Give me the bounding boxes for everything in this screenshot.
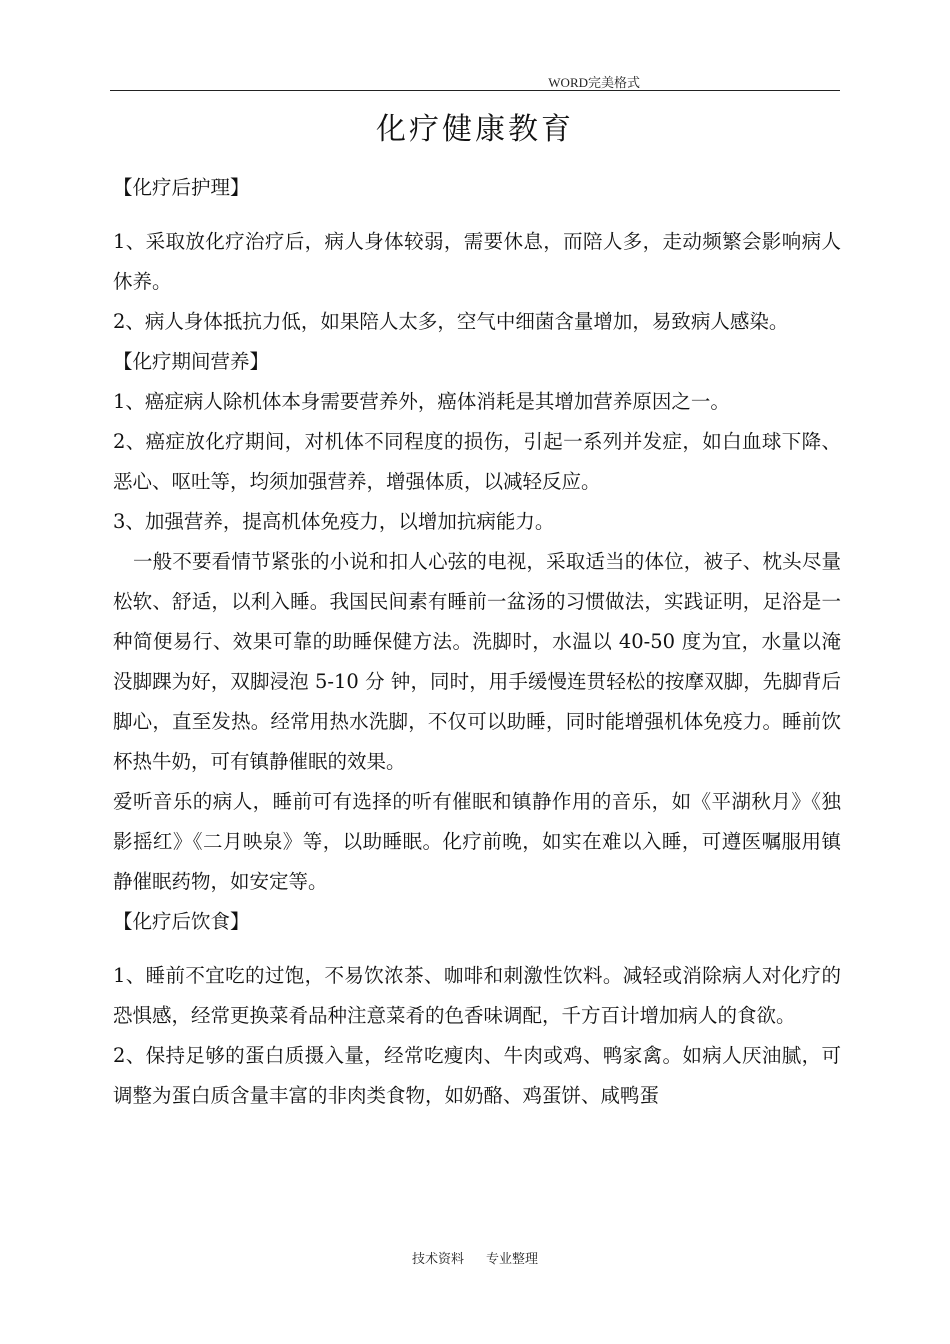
paragraph: 一般不要看情节紧张的小说和扣人心弦的电视，采取适当的体位，被子、枕头尽量松软、舒适，以利入睡。我国民间素有睡前一盆汤的习惯做法，实践证明，足浴是一种简便易行、效果可靠的助睡保健方法。洗脚时，水温以 40-50 度为宜，水量以淹没脚踝为好，双脚浸泡 5-10 分 钟，同时，用手缓慢连贯轻松的按摩双脚，先脚背后脚心，直至发热。经常用热水洗脚，不仅可以助睡，同时能增强机体免疫力。睡前饮杯热牛奶，可有镇静催眠的效果。 (113, 550, 841, 773)
paragraph: 1、睡前不宜吃的过饱，不易饮浓茶、咖啡和刺激性饮料。减轻或消除病人对化疗的恐惧感，经常更换菜肴品种注意菜肴的色香味调配，千方百计增加病人的食欲。 (113, 964, 841, 1027)
paragraph: 2、病人身体抵抗力低，如果陪人太多，空气中细菌含量增加，易致病人感染。 (113, 310, 789, 333)
section-heading: 【化疗后饮食】 (113, 910, 250, 933)
document-title: 化疗健康教育 (376, 112, 574, 147)
paragraph: 2、癌症放化疗期间，对机体不同程度的损伤，引起一系列并发症，如白血球下降、恶心、呕吐等，均须加强营养，增强体质，以减轻反应。 (113, 430, 841, 493)
paragraph: 1、癌症病人除机体本身需要营养外，癌体消耗是其增加营养原因之一。 (113, 390, 730, 413)
footer-left-text: 技术资料 (411, 1252, 464, 1267)
footer-right-text: 专业整理 (486, 1252, 539, 1267)
paragraph: 1、采取放化疗治疗后，病人身体较弱，需要休息，而陪人多，走动频繁会影响病人休养。 (113, 230, 841, 293)
header-text: WORD完美格式 (548, 75, 640, 90)
paragraph: 3、加强营养，提高机体免疫力，以增加抗病能力。 (113, 510, 555, 533)
paragraph: 2、保持足够的蛋白质摄入量，经常吃瘦肉、牛肉或鸡、鸭家禽。如病人厌油腻，可调整为蛋白质含量丰富的非肉类食物，如奶酪、鸡蛋饼、咸鸭蛋 (113, 1044, 841, 1107)
page-header (110, 70, 840, 91)
section-heading: 【化疗期间营养】 (113, 350, 270, 373)
page-footer (0, 1248, 950, 1267)
paragraph: 爱听音乐的病人，睡前可有选择的听有催眠和镇静作用的音乐，如《平湖秋月》《独影摇红》《二月映泉》等，以助睡眠。化疗前晚，如实在难以入睡，可遵医嘱服用镇静催眠药物，如安定等。 (113, 790, 841, 893)
section-heading: 【化疗后护理】 (113, 176, 250, 199)
document-body (113, 168, 841, 1116)
